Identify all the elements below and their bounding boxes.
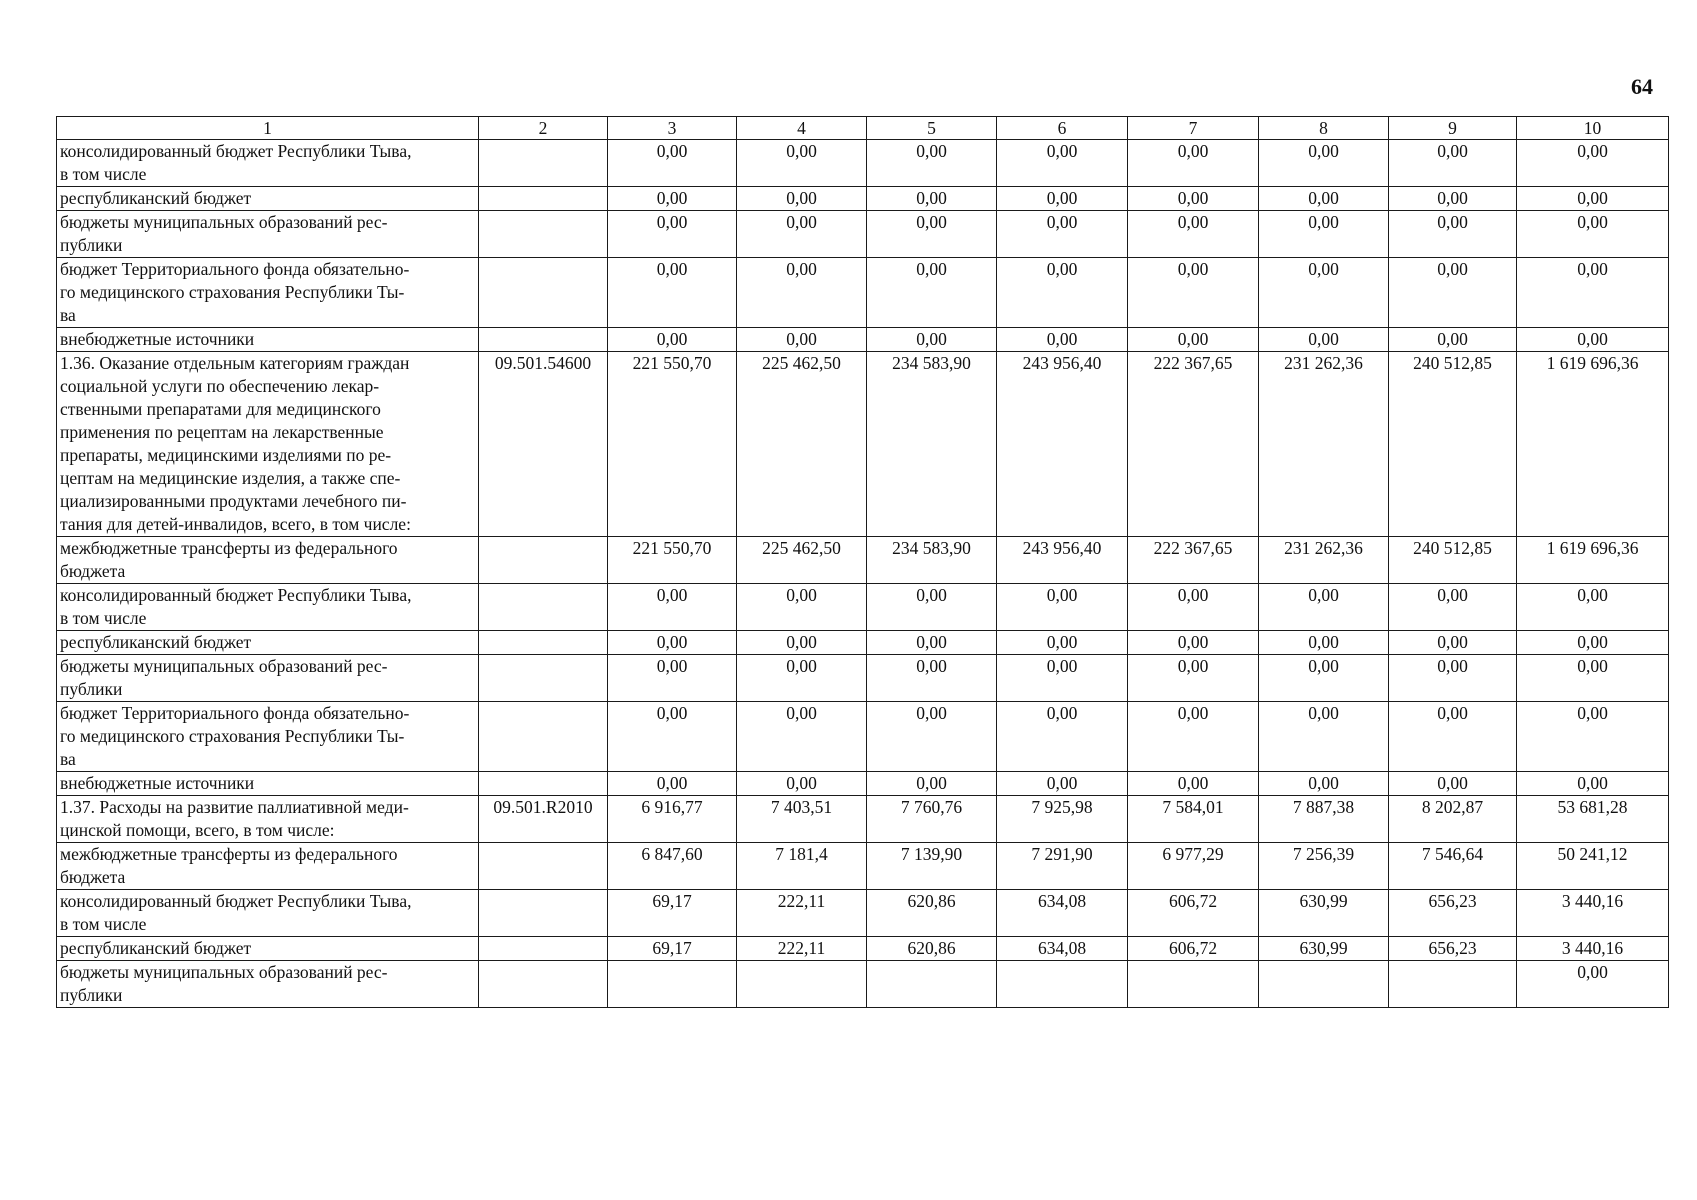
table-row bbox=[57, 584, 1669, 631]
table-row bbox=[57, 796, 1669, 843]
value-cell: 620,86 bbox=[867, 890, 997, 937]
value-cell: 240 512,85 bbox=[1389, 352, 1517, 537]
value-cell: 0,00 bbox=[608, 655, 737, 702]
value-cell: 0,00 bbox=[737, 772, 867, 796]
table-row bbox=[57, 352, 1669, 537]
value-cell: 0,00 bbox=[997, 772, 1128, 796]
value-cell: 0,00 bbox=[1389, 328, 1517, 352]
value-cell: 0,00 bbox=[1517, 211, 1669, 258]
value-cell: 234 583,90 bbox=[867, 352, 997, 537]
value-cell: 0,00 bbox=[1128, 258, 1259, 328]
value-cell: 7 760,76 bbox=[867, 796, 997, 843]
value-cell: 0,00 bbox=[1259, 258, 1389, 328]
value-cell: 7 925,98 bbox=[997, 796, 1128, 843]
row-description: межбюджетные трансферты из федерального бюджета bbox=[57, 843, 479, 890]
row-description: внебюджетные источники bbox=[57, 772, 479, 796]
value-cell: 50 241,12 bbox=[1517, 843, 1669, 890]
budget-code bbox=[479, 772, 608, 796]
value-cell: 0,00 bbox=[1517, 961, 1669, 1008]
column-header: 6 bbox=[997, 117, 1128, 140]
value-cell: 7 181,4 bbox=[737, 843, 867, 890]
row-description: консолидированный бюджет Республики Тыва, в том числе bbox=[57, 890, 479, 937]
budget-code bbox=[479, 631, 608, 655]
value-cell: 0,00 bbox=[737, 328, 867, 352]
value-cell: 0,00 bbox=[1517, 258, 1669, 328]
value-cell: 0,00 bbox=[1517, 187, 1669, 211]
column-header: 7 bbox=[1128, 117, 1259, 140]
value-cell: 0,00 bbox=[997, 584, 1128, 631]
value-cell: 0,00 bbox=[867, 187, 997, 211]
row-description: внебюджетные источники bbox=[57, 328, 479, 352]
value-cell: 620,86 bbox=[867, 937, 997, 961]
value-cell: 0,00 bbox=[1389, 655, 1517, 702]
column-header: 5 bbox=[867, 117, 997, 140]
budget-code bbox=[479, 843, 608, 890]
value-cell: 8 202,87 bbox=[1389, 796, 1517, 843]
table-row bbox=[57, 187, 1669, 211]
value-cell: 0,00 bbox=[608, 211, 737, 258]
value-cell: 0,00 bbox=[737, 702, 867, 772]
value-cell: 0,00 bbox=[997, 702, 1128, 772]
budget-code bbox=[479, 140, 608, 187]
value-cell: 0,00 bbox=[1128, 631, 1259, 655]
value-cell: 0,00 bbox=[608, 258, 737, 328]
value-cell: 0,00 bbox=[1259, 702, 1389, 772]
value-cell: 0,00 bbox=[737, 258, 867, 328]
value-cell: 0,00 bbox=[1128, 140, 1259, 187]
value-cell: 225 462,50 bbox=[737, 352, 867, 537]
value-cell: 0,00 bbox=[1128, 702, 1259, 772]
value-cell: 1 619 696,36 bbox=[1517, 352, 1669, 537]
table-row bbox=[57, 655, 1669, 702]
value-cell: 231 262,36 bbox=[1259, 537, 1389, 584]
budget-code bbox=[479, 584, 608, 631]
value-cell: 7 139,90 bbox=[867, 843, 997, 890]
value-cell: 53 681,28 bbox=[1517, 796, 1669, 843]
budget-table bbox=[56, 116, 1669, 1008]
column-header: 1 bbox=[57, 117, 479, 140]
value-cell: 0,00 bbox=[1389, 187, 1517, 211]
header-row bbox=[57, 117, 1669, 140]
budget-code bbox=[479, 961, 608, 1008]
value-cell: 0,00 bbox=[608, 702, 737, 772]
budget-code: 09.501.R2010 bbox=[479, 796, 608, 843]
table-row bbox=[57, 843, 1669, 890]
value-cell: 0,00 bbox=[737, 655, 867, 702]
value-cell: 0,00 bbox=[1389, 702, 1517, 772]
value-cell: 7 403,51 bbox=[737, 796, 867, 843]
value-cell: 0,00 bbox=[608, 631, 737, 655]
value-cell: 0,00 bbox=[1128, 655, 1259, 702]
value-cell: 221 550,70 bbox=[608, 537, 737, 584]
value-cell: 0,00 bbox=[867, 631, 997, 655]
row-description: бюджет Территориального фонда обязательно- го медицинского страхования Республики Ты- ва bbox=[57, 702, 479, 772]
value-cell: 69,17 bbox=[608, 890, 737, 937]
row-description: бюджеты муниципальных образований рес- публики bbox=[57, 961, 479, 1008]
value-cell: 0,00 bbox=[997, 655, 1128, 702]
budget-code bbox=[479, 655, 608, 702]
value-cell: 240 512,85 bbox=[1389, 537, 1517, 584]
value-cell: 0,00 bbox=[867, 584, 997, 631]
value-cell: 634,08 bbox=[997, 937, 1128, 961]
value-cell: 1 619 696,36 bbox=[1517, 537, 1669, 584]
row-description: консолидированный бюджет Республики Тыва, в том числе bbox=[57, 140, 479, 187]
value-cell: 0,00 bbox=[1259, 655, 1389, 702]
value-cell bbox=[997, 961, 1128, 1008]
value-cell: 0,00 bbox=[737, 584, 867, 631]
value-cell: 7 584,01 bbox=[1128, 796, 1259, 843]
budget-code bbox=[479, 937, 608, 961]
value-cell bbox=[867, 961, 997, 1008]
value-cell: 0,00 bbox=[608, 772, 737, 796]
value-cell: 0,00 bbox=[1259, 140, 1389, 187]
value-cell: 0,00 bbox=[1389, 211, 1517, 258]
value-cell: 234 583,90 bbox=[867, 537, 997, 584]
value-cell: 0,00 bbox=[867, 655, 997, 702]
table-row bbox=[57, 211, 1669, 258]
value-cell bbox=[1128, 961, 1259, 1008]
value-cell: 0,00 bbox=[997, 211, 1128, 258]
value-cell bbox=[608, 961, 737, 1008]
value-cell: 0,00 bbox=[1389, 140, 1517, 187]
value-cell: 606,72 bbox=[1128, 937, 1259, 961]
value-cell: 630,99 bbox=[1259, 937, 1389, 961]
value-cell: 0,00 bbox=[1517, 772, 1669, 796]
column-header: 8 bbox=[1259, 117, 1389, 140]
value-cell: 0,00 bbox=[1389, 631, 1517, 655]
column-header: 4 bbox=[737, 117, 867, 140]
row-description: республиканский бюджет bbox=[57, 187, 479, 211]
value-cell: 222,11 bbox=[737, 937, 867, 961]
value-cell: 0,00 bbox=[997, 140, 1128, 187]
table-row bbox=[57, 890, 1669, 937]
table-body bbox=[57, 140, 1669, 1008]
row-description: республиканский бюджет bbox=[57, 631, 479, 655]
column-header: 3 bbox=[608, 117, 737, 140]
value-cell: 0,00 bbox=[867, 772, 997, 796]
column-header: 10 bbox=[1517, 117, 1669, 140]
table-row bbox=[57, 258, 1669, 328]
value-cell: 231 262,36 bbox=[1259, 352, 1389, 537]
row-description: бюджеты муниципальных образований рес- публики bbox=[57, 211, 479, 258]
value-cell: 222,11 bbox=[737, 890, 867, 937]
value-cell: 222 367,65 bbox=[1128, 352, 1259, 537]
value-cell: 0,00 bbox=[1128, 211, 1259, 258]
value-cell: 0,00 bbox=[1517, 702, 1669, 772]
value-cell: 0,00 bbox=[608, 328, 737, 352]
value-cell: 243 956,40 bbox=[997, 537, 1128, 584]
value-cell: 0,00 bbox=[867, 702, 997, 772]
table-row bbox=[57, 328, 1669, 352]
row-description: консолидированный бюджет Республики Тыва, в том числе bbox=[57, 584, 479, 631]
value-cell bbox=[737, 961, 867, 1008]
value-cell: 0,00 bbox=[608, 584, 737, 631]
value-cell: 0,00 bbox=[1128, 584, 1259, 631]
value-cell: 0,00 bbox=[737, 140, 867, 187]
value-cell: 0,00 bbox=[1389, 772, 1517, 796]
value-cell: 0,00 bbox=[1259, 772, 1389, 796]
value-cell: 222 367,65 bbox=[1128, 537, 1259, 584]
page-number: 64 bbox=[1631, 74, 1653, 99]
value-cell: 7 887,38 bbox=[1259, 796, 1389, 843]
value-cell: 0,00 bbox=[1128, 328, 1259, 352]
value-cell: 0,00 bbox=[997, 328, 1128, 352]
value-cell: 0,00 bbox=[737, 211, 867, 258]
value-cell: 243 956,40 bbox=[997, 352, 1128, 537]
value-cell: 0,00 bbox=[1517, 584, 1669, 631]
value-cell: 221 550,70 bbox=[608, 352, 737, 537]
value-cell: 0,00 bbox=[608, 140, 737, 187]
value-cell: 0,00 bbox=[867, 328, 997, 352]
budget-code: 09.501.54600 bbox=[479, 352, 608, 537]
value-cell: 225 462,50 bbox=[737, 537, 867, 584]
value-cell: 0,00 bbox=[1259, 187, 1389, 211]
value-cell: 656,23 bbox=[1389, 890, 1517, 937]
table-row bbox=[57, 537, 1669, 584]
value-cell: 0,00 bbox=[1259, 211, 1389, 258]
value-cell: 0,00 bbox=[1517, 655, 1669, 702]
value-cell: 6 916,77 bbox=[608, 796, 737, 843]
table-row bbox=[57, 140, 1669, 187]
value-cell: 0,00 bbox=[1128, 187, 1259, 211]
value-cell: 7 291,90 bbox=[997, 843, 1128, 890]
value-cell: 0,00 bbox=[1517, 328, 1669, 352]
value-cell: 0,00 bbox=[997, 631, 1128, 655]
value-cell: 7 546,64 bbox=[1389, 843, 1517, 890]
value-cell: 0,00 bbox=[1259, 328, 1389, 352]
row-description: бюджет Территориального фонда обязательно- го медицинского страхования Республики Ты- ва bbox=[57, 258, 479, 328]
value-cell: 0,00 bbox=[1128, 772, 1259, 796]
value-cell: 0,00 bbox=[997, 187, 1128, 211]
table-row bbox=[57, 961, 1669, 1008]
value-cell: 6 847,60 bbox=[608, 843, 737, 890]
value-cell: 0,00 bbox=[867, 211, 997, 258]
value-cell: 0,00 bbox=[1517, 631, 1669, 655]
budget-code bbox=[479, 258, 608, 328]
value-cell: 0,00 bbox=[1389, 258, 1517, 328]
value-cell: 6 977,29 bbox=[1128, 843, 1259, 890]
value-cell: 0,00 bbox=[997, 258, 1128, 328]
row-description: республиканский бюджет bbox=[57, 937, 479, 961]
budget-code bbox=[479, 328, 608, 352]
table-row bbox=[57, 702, 1669, 772]
value-cell: 3 440,16 bbox=[1517, 937, 1669, 961]
value-cell bbox=[1259, 961, 1389, 1008]
value-cell: 0,00 bbox=[1389, 584, 1517, 631]
table-row bbox=[57, 772, 1669, 796]
budget-code bbox=[479, 537, 608, 584]
value-cell: 0,00 bbox=[737, 187, 867, 211]
table-row bbox=[57, 937, 1669, 961]
row-description: 1.36. Оказание отдельным категориям граждан социальной услуги по обеспечению лекар- ственными препаратами для медицинского применения по рецептам на лекарственные препараты, медицинскими изделиями по ре- цептам на медицинские изделия, а также спе- циализированными продуктами лечебного пи- тания для детей-инвалидов, всего, в том числе: bbox=[57, 352, 479, 537]
value-cell: 0,00 bbox=[1517, 140, 1669, 187]
row-description: 1.37. Расходы на развитие паллиативной меди- цинской помощи, всего, в том числе: bbox=[57, 796, 479, 843]
value-cell: 606,72 bbox=[1128, 890, 1259, 937]
row-description: межбюджетные трансферты из федерального бюджета bbox=[57, 537, 479, 584]
row-description: бюджеты муниципальных образований рес- публики bbox=[57, 655, 479, 702]
value-cell: 634,08 bbox=[997, 890, 1128, 937]
budget-code bbox=[479, 211, 608, 258]
budget-code bbox=[479, 702, 608, 772]
value-cell: 0,00 bbox=[737, 631, 867, 655]
value-cell: 0,00 bbox=[867, 140, 997, 187]
value-cell: 3 440,16 bbox=[1517, 890, 1669, 937]
value-cell: 0,00 bbox=[1259, 584, 1389, 631]
value-cell: 0,00 bbox=[608, 187, 737, 211]
value-cell: 656,23 bbox=[1389, 937, 1517, 961]
value-cell bbox=[1389, 961, 1517, 1008]
column-header: 2 bbox=[479, 117, 608, 140]
value-cell: 0,00 bbox=[867, 258, 997, 328]
table-row bbox=[57, 631, 1669, 655]
budget-code bbox=[479, 187, 608, 211]
value-cell: 0,00 bbox=[1259, 631, 1389, 655]
value-cell: 630,99 bbox=[1259, 890, 1389, 937]
value-cell: 7 256,39 bbox=[1259, 843, 1389, 890]
value-cell: 69,17 bbox=[608, 937, 737, 961]
budget-code bbox=[479, 890, 608, 937]
column-header: 9 bbox=[1389, 117, 1517, 140]
